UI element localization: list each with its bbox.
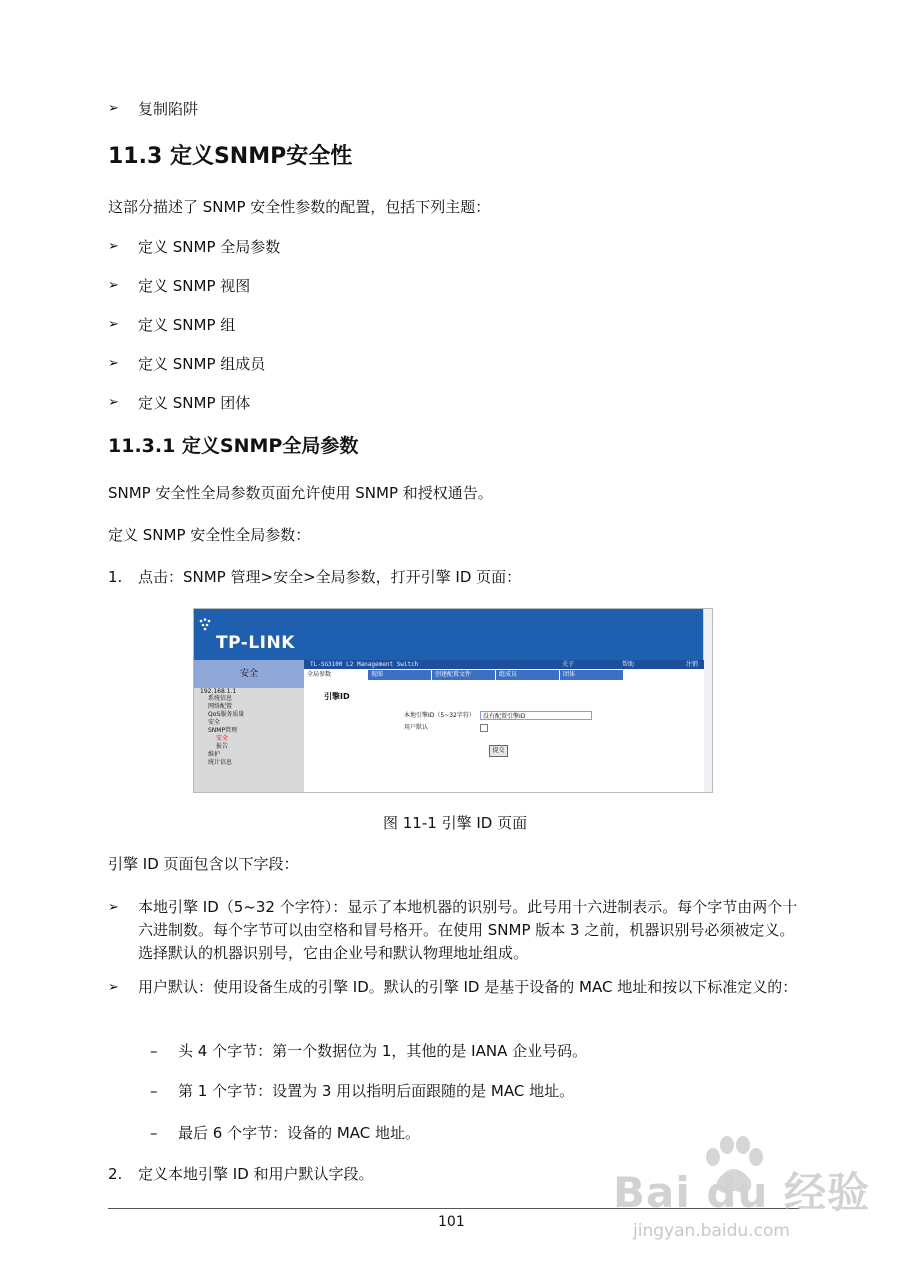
logo-dots-icon (198, 617, 212, 631)
watermark-brand: Bai du 经验 (613, 1168, 870, 1217)
tree-item[interactable]: 192.168.1.1 (200, 688, 237, 695)
sub-item: 头 4 个字节：第一个数据位为 1，其他的是 IANA 企业号码。 (178, 1042, 588, 1060)
submit-button[interactable]: 提交 (489, 745, 508, 757)
field-description: 本地引擎 ID（5~32 个字符）：显示了本地机器的识别号。此号用十六进制表示。每个字节由两个十六进制数。每个字节可以由空格和冒号格开。在使用 SNMP 版本 3 之前，机器识别号必须被定义。选择默认的机器识别号，它由企业号和默认物理地址组成。 (138, 898, 798, 962)
tree-item[interactable]: 系统信息 (208, 695, 233, 702)
nav-tree (194, 688, 304, 792)
topic-item: 定义 SNMP 组 (138, 316, 236, 334)
tree-item-selected[interactable]: 安全 (216, 735, 229, 742)
tab-bar (304, 669, 704, 681)
tree-item[interactable]: QoS服务质量 (208, 711, 245, 718)
dash-icon: – (150, 1082, 158, 1100)
tab-group-members[interactable]: 组成员 (496, 670, 559, 680)
bullet-icon: ➢ (108, 395, 119, 410)
content-panel (304, 681, 704, 792)
watermark-url: jingyan.baidu.com (633, 1221, 790, 1241)
step-text: 定义本地引擎 ID 和用户默认字段。 (138, 1165, 374, 1183)
brand-logo: TP-LINK (216, 633, 295, 653)
tree-item[interactable]: 安全 (208, 719, 221, 726)
logout-link[interactable]: 注销 (686, 661, 699, 668)
topic-item: 定义 SNMP 团体 (138, 394, 251, 412)
dash-icon: – (150, 1124, 158, 1142)
scrollbar[interactable] (703, 609, 712, 792)
figure-caption: 图 11-1 引擎 ID 页面 (383, 814, 528, 832)
dash-icon: – (150, 1042, 158, 1060)
bullet-icon: ➢ (108, 278, 119, 293)
watermark (613, 1135, 870, 1250)
field-description: 用户默认：使用设备生成的引擎 ID。默认的引擎 ID 是基于设备的 MAC 地址和按以下标准定义的： (138, 978, 798, 996)
tab-views[interactable]: 视图 (368, 670, 431, 680)
tree-item[interactable]: 网络配置 (208, 703, 233, 710)
bullet-icon: ➢ (108, 900, 119, 915)
topic-item: 定义 SNMP 视图 (138, 277, 251, 295)
user-default-label: 用户默认 (404, 724, 429, 731)
topic-item: 定义 SNMP 全局参数 (138, 238, 281, 256)
bullet-icon: ➢ (108, 101, 119, 116)
tree-item[interactable]: SNMP管理 (208, 727, 238, 734)
paragraph: SNMP 安全性全局参数页面允许使用 SNMP 和授权通告。 (108, 484, 493, 502)
tree-item[interactable]: 报告 (216, 743, 229, 750)
window-title: TL-SG3100 L2 Management Switch (310, 661, 419, 668)
nav-header: 安全 (194, 660, 304, 688)
bullet-icon: ➢ (108, 356, 119, 371)
topic-item: 定义 SNMP 组成员 (138, 355, 266, 373)
help-link[interactable]: 帮助 (622, 661, 635, 668)
subsection-title: 11.3.1 定义SNMP全局参数 (108, 435, 359, 457)
step-number: 2. (108, 1165, 123, 1183)
figure-screenshot (193, 608, 713, 793)
paragraph: 定义 SNMP 安全性全局参数： (108, 526, 311, 544)
user-default-checkbox[interactable] (480, 724, 488, 732)
page-title: 引擎ID (324, 692, 350, 701)
step-text: 点击：SNMP 管理>安全>全局参数，打开引擎 ID 页面： (138, 568, 522, 586)
paragraph: 引擎 ID 页面包含以下字段： (108, 855, 299, 873)
sub-item: 第 1 个字节：设置为 3 用以指明后面跟随的是 MAC 地址。 (178, 1082, 575, 1100)
engine-id-input[interactable]: 没有配置引擎ID (480, 711, 592, 720)
step-number: 1. (108, 568, 123, 586)
bullet-icon: ➢ (108, 317, 119, 332)
header-banner (194, 609, 704, 660)
bullet-icon: ➢ (108, 239, 119, 254)
tree-item[interactable]: 维护 (208, 751, 221, 758)
title-bar (304, 660, 704, 669)
tree-item[interactable]: 统计信息 (208, 759, 233, 766)
section-title: 11.3 定义SNMP安全性 (108, 144, 353, 169)
engine-id-label: 本地引擎ID（5~32字符） (404, 712, 475, 719)
bullet-icon: ➢ (108, 980, 119, 995)
page-number: 101 (438, 1214, 465, 1230)
about-link[interactable]: 关于 (562, 661, 575, 668)
intro-paragraph: 这部分描述了 SNMP 安全性参数的配置，包括下列主题： (108, 198, 491, 216)
bullet-text: 复制陷阱 (138, 100, 199, 118)
tab-global-params[interactable]: 全局参数 (304, 670, 367, 680)
tab-community[interactable]: 团体 (560, 670, 623, 680)
tab-create-profile[interactable]: 创建配置文件 (432, 670, 495, 680)
sub-item: 最后 6 个字节：设备的 MAC 地址。 (178, 1124, 421, 1142)
